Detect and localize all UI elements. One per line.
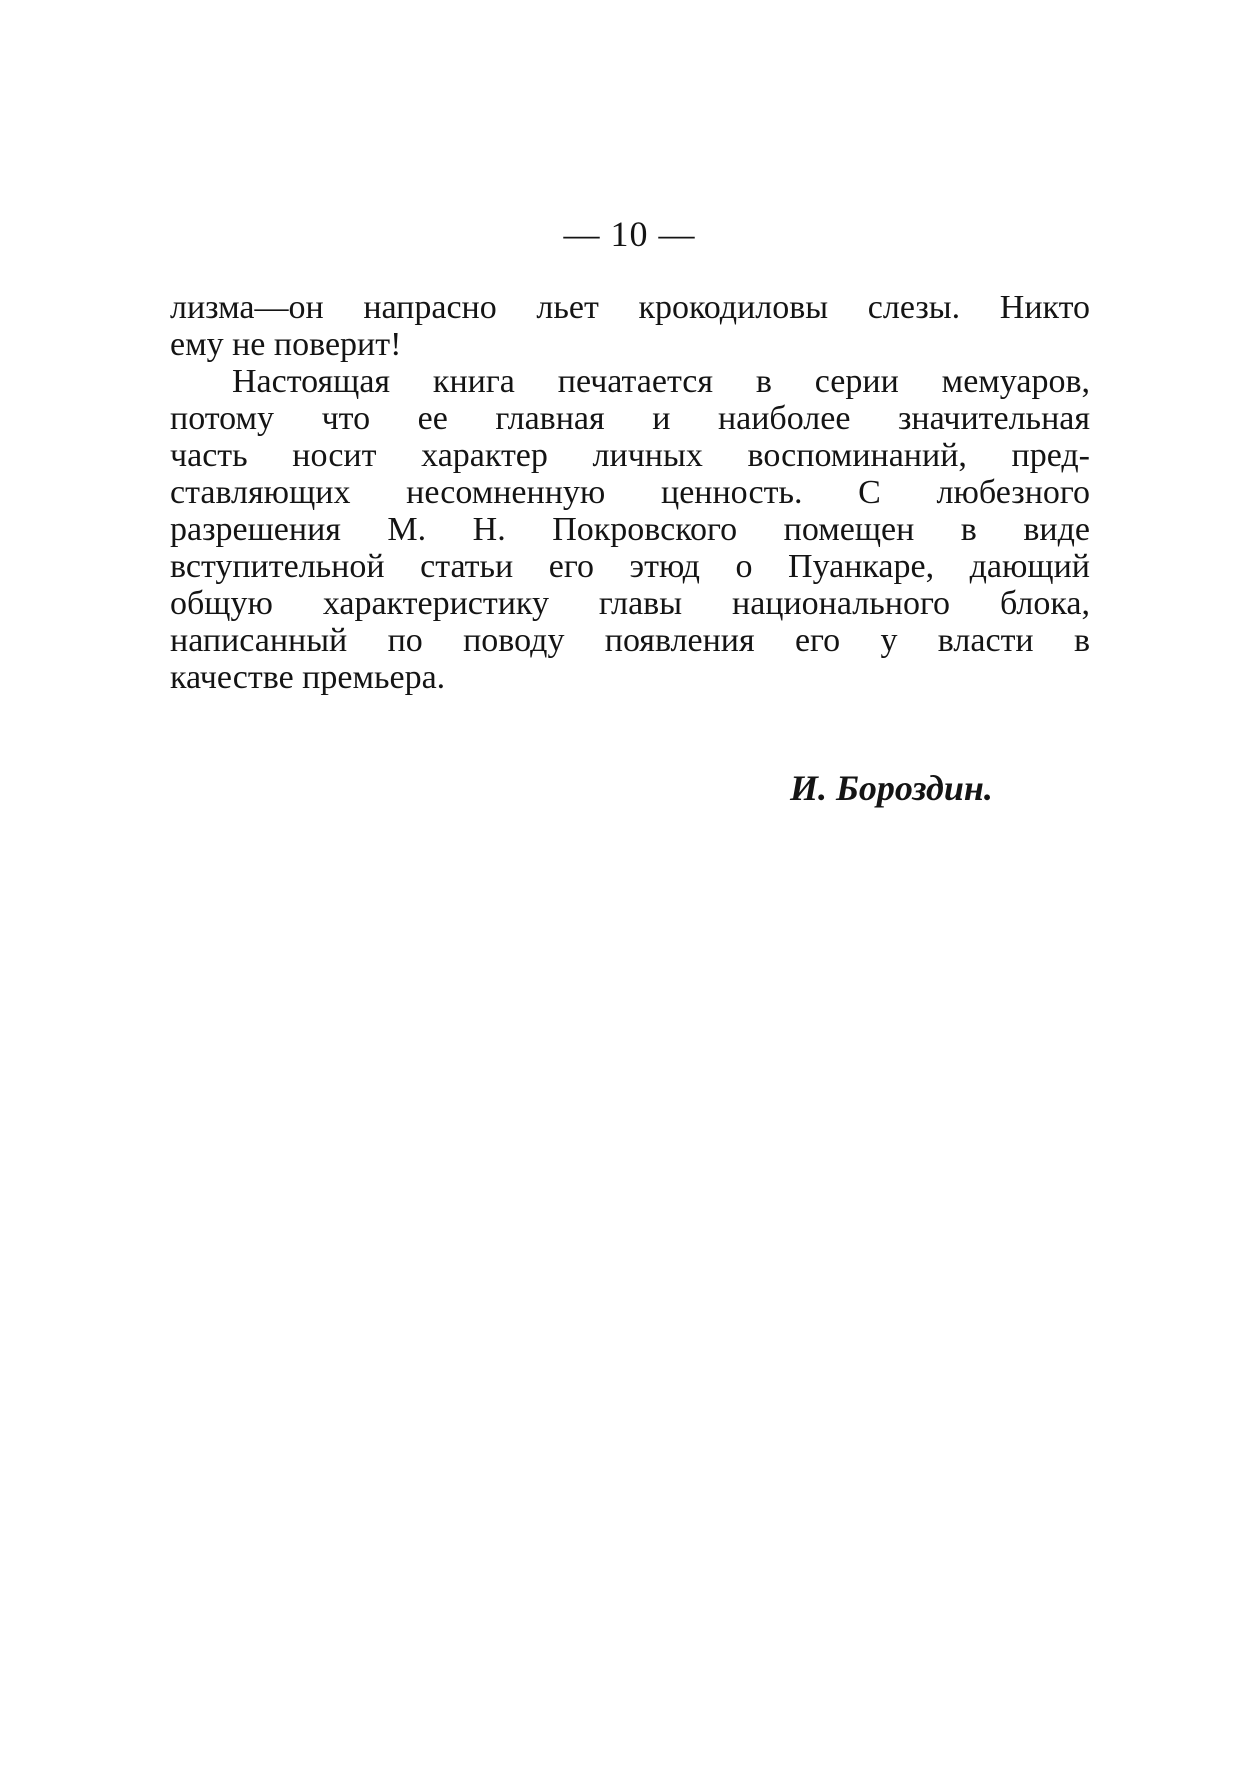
text-line: Настоящая книга печатается в серии мемуаров, bbox=[232, 363, 1090, 400]
text-line: общую характеристику главы национального блока, bbox=[170, 585, 1090, 622]
text-line: потому что ее главная и наиболее значительная bbox=[170, 400, 1090, 437]
author-signature: И. Бороздин. bbox=[790, 768, 993, 808]
text-line: ему не поверит! bbox=[170, 326, 402, 363]
page-number: — 10 — bbox=[563, 214, 696, 254]
text-line: ставляющих несомненную ценность. С любезного bbox=[170, 474, 1090, 511]
text-line: часть носит характер личных воспоминаний, пред- bbox=[170, 437, 1090, 474]
text-line: лизма—он напрасно льет крокодиловы слезы. Никто bbox=[170, 289, 1090, 326]
text-line: разрешения М. Н. Покровского помещен в виде bbox=[170, 511, 1090, 548]
text-line: написанный по поводу появления его у власти в bbox=[170, 622, 1090, 659]
text-line: качестве премьера. bbox=[170, 659, 446, 696]
text-line: вступительной статьи его этюд о Пуанкаре, дающий bbox=[170, 548, 1090, 585]
